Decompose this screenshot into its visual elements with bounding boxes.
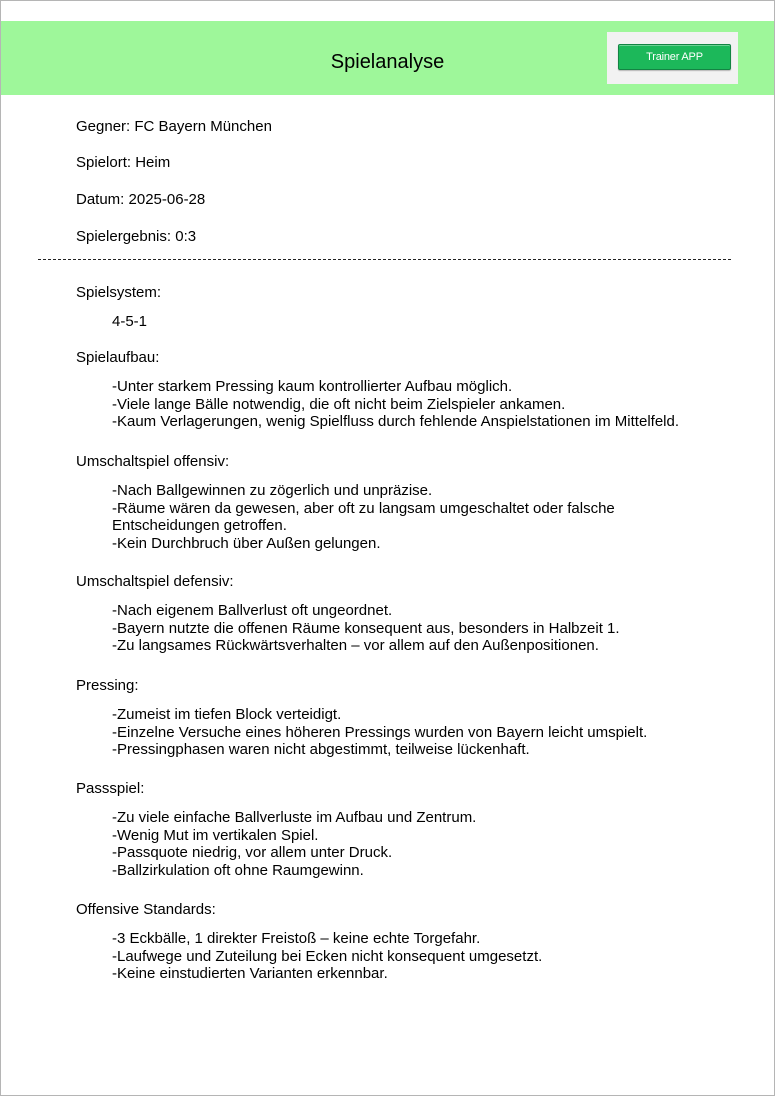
- section-title-umschaltspiel-offensiv: Umschaltspiel offensiv:: [76, 453, 230, 470]
- section-line: -Viele lange Bälle notwendig, die oft nicht beim Zielspieler ankamen.: [112, 395, 566, 413]
- section-line: -Keine einstudierten Varianten erkennbar.: [112, 965, 388, 983]
- section-body-umschaltspiel-offensiv: [112, 482, 732, 552]
- section-line: -Zumeist im tiefen Block verteidigt.: [112, 706, 342, 723]
- section-body-umschaltspiel-defensiv: [112, 602, 732, 655]
- section-body-passspiel: [112, 809, 732, 879]
- section-line: -3 Eckbälle, 1 direkter Freistoß – keine echte Torgefahr.: [112, 930, 481, 947]
- section-title-spielsystem: Spielsystem:: [76, 284, 162, 301]
- section-body-pressing: [112, 706, 732, 759]
- result-line: Spielergebnis: 0:3: [76, 228, 197, 245]
- section-line: -Zu langsames Rückwärtsverhalten – vor allem auf den Außenpositionen.: [112, 637, 599, 655]
- section-line: -Räume wären da gewesen, aber oft zu langsam umgeschaltet oder falsche Entscheidungen getroffen.: [112, 499, 615, 535]
- section-title-offensive-standards: Offensive Standards:: [76, 901, 216, 918]
- section-line: -Unter starkem Pressing kaum kontrollierter Aufbau möglich.: [112, 378, 513, 395]
- section-line: -Passquote niedrig, vor allem unter Druck.: [112, 844, 393, 862]
- page-header: [1, 21, 774, 95]
- section-title-umschaltspiel-defensiv: Umschaltspiel defensiv:: [76, 573, 234, 590]
- page-title: Spielanalyse: [330, 51, 445, 73]
- section-title-pressing: Pressing:: [76, 677, 139, 694]
- section-line: -Wenig Mut im vertikalen Spiel.: [112, 826, 319, 844]
- section-line: -Nach Ballgewinnen zu zögerlich und unpräzise.: [112, 482, 433, 499]
- date-line: Datum: 2025-06-28: [76, 191, 206, 208]
- section-line: -Einzelne Versuche eines höheren Pressings wurden von Bayern leicht umspielt.: [112, 723, 648, 741]
- section-divider: [38, 259, 731, 260]
- venue-line: Spielort: Heim: [76, 154, 171, 171]
- section-line: -Kaum Verlagerungen, wenig Spielfluss durch fehlende Anspielstationen im Mittelfeld.: [112, 413, 679, 431]
- trainer-app-logo-label: Trainer APP: [618, 44, 731, 70]
- section-line: 4-5-1: [112, 313, 148, 330]
- section-title-passspiel: Passspiel:: [76, 780, 145, 797]
- section-body-offensive-standards: [112, 930, 732, 983]
- section-title-spielaufbau: Spielaufbau:: [76, 349, 160, 366]
- section-line: -Ballzirkulation oft ohne Raumgewinn.: [112, 861, 364, 879]
- section-line: -Bayern nutzte die offenen Räume konsequent aus, besonders in Halbzeit 1.: [112, 619, 620, 637]
- section-line: -Zu viele einfache Ballverluste im Aufbau und Zentrum.: [112, 809, 477, 826]
- opponent-line: Gegner: FC Bayern München: [76, 118, 272, 135]
- section-body-spielsystem: [112, 313, 732, 331]
- section-line: -Nach eigenem Ballverlust oft ungeordnet.: [112, 602, 393, 619]
- section-body-spielaufbau: [112, 378, 732, 431]
- trainer-app-logo: [607, 32, 738, 84]
- section-line: -Laufwege und Zuteilung bei Ecken nicht konsequent umgesetzt.: [112, 947, 543, 965]
- section-line: -Kein Durchbruch über Außen gelungen.: [112, 534, 381, 552]
- section-line: -Pressingphasen waren nicht abgestimmt, teilweise lückenhaft.: [112, 741, 530, 759]
